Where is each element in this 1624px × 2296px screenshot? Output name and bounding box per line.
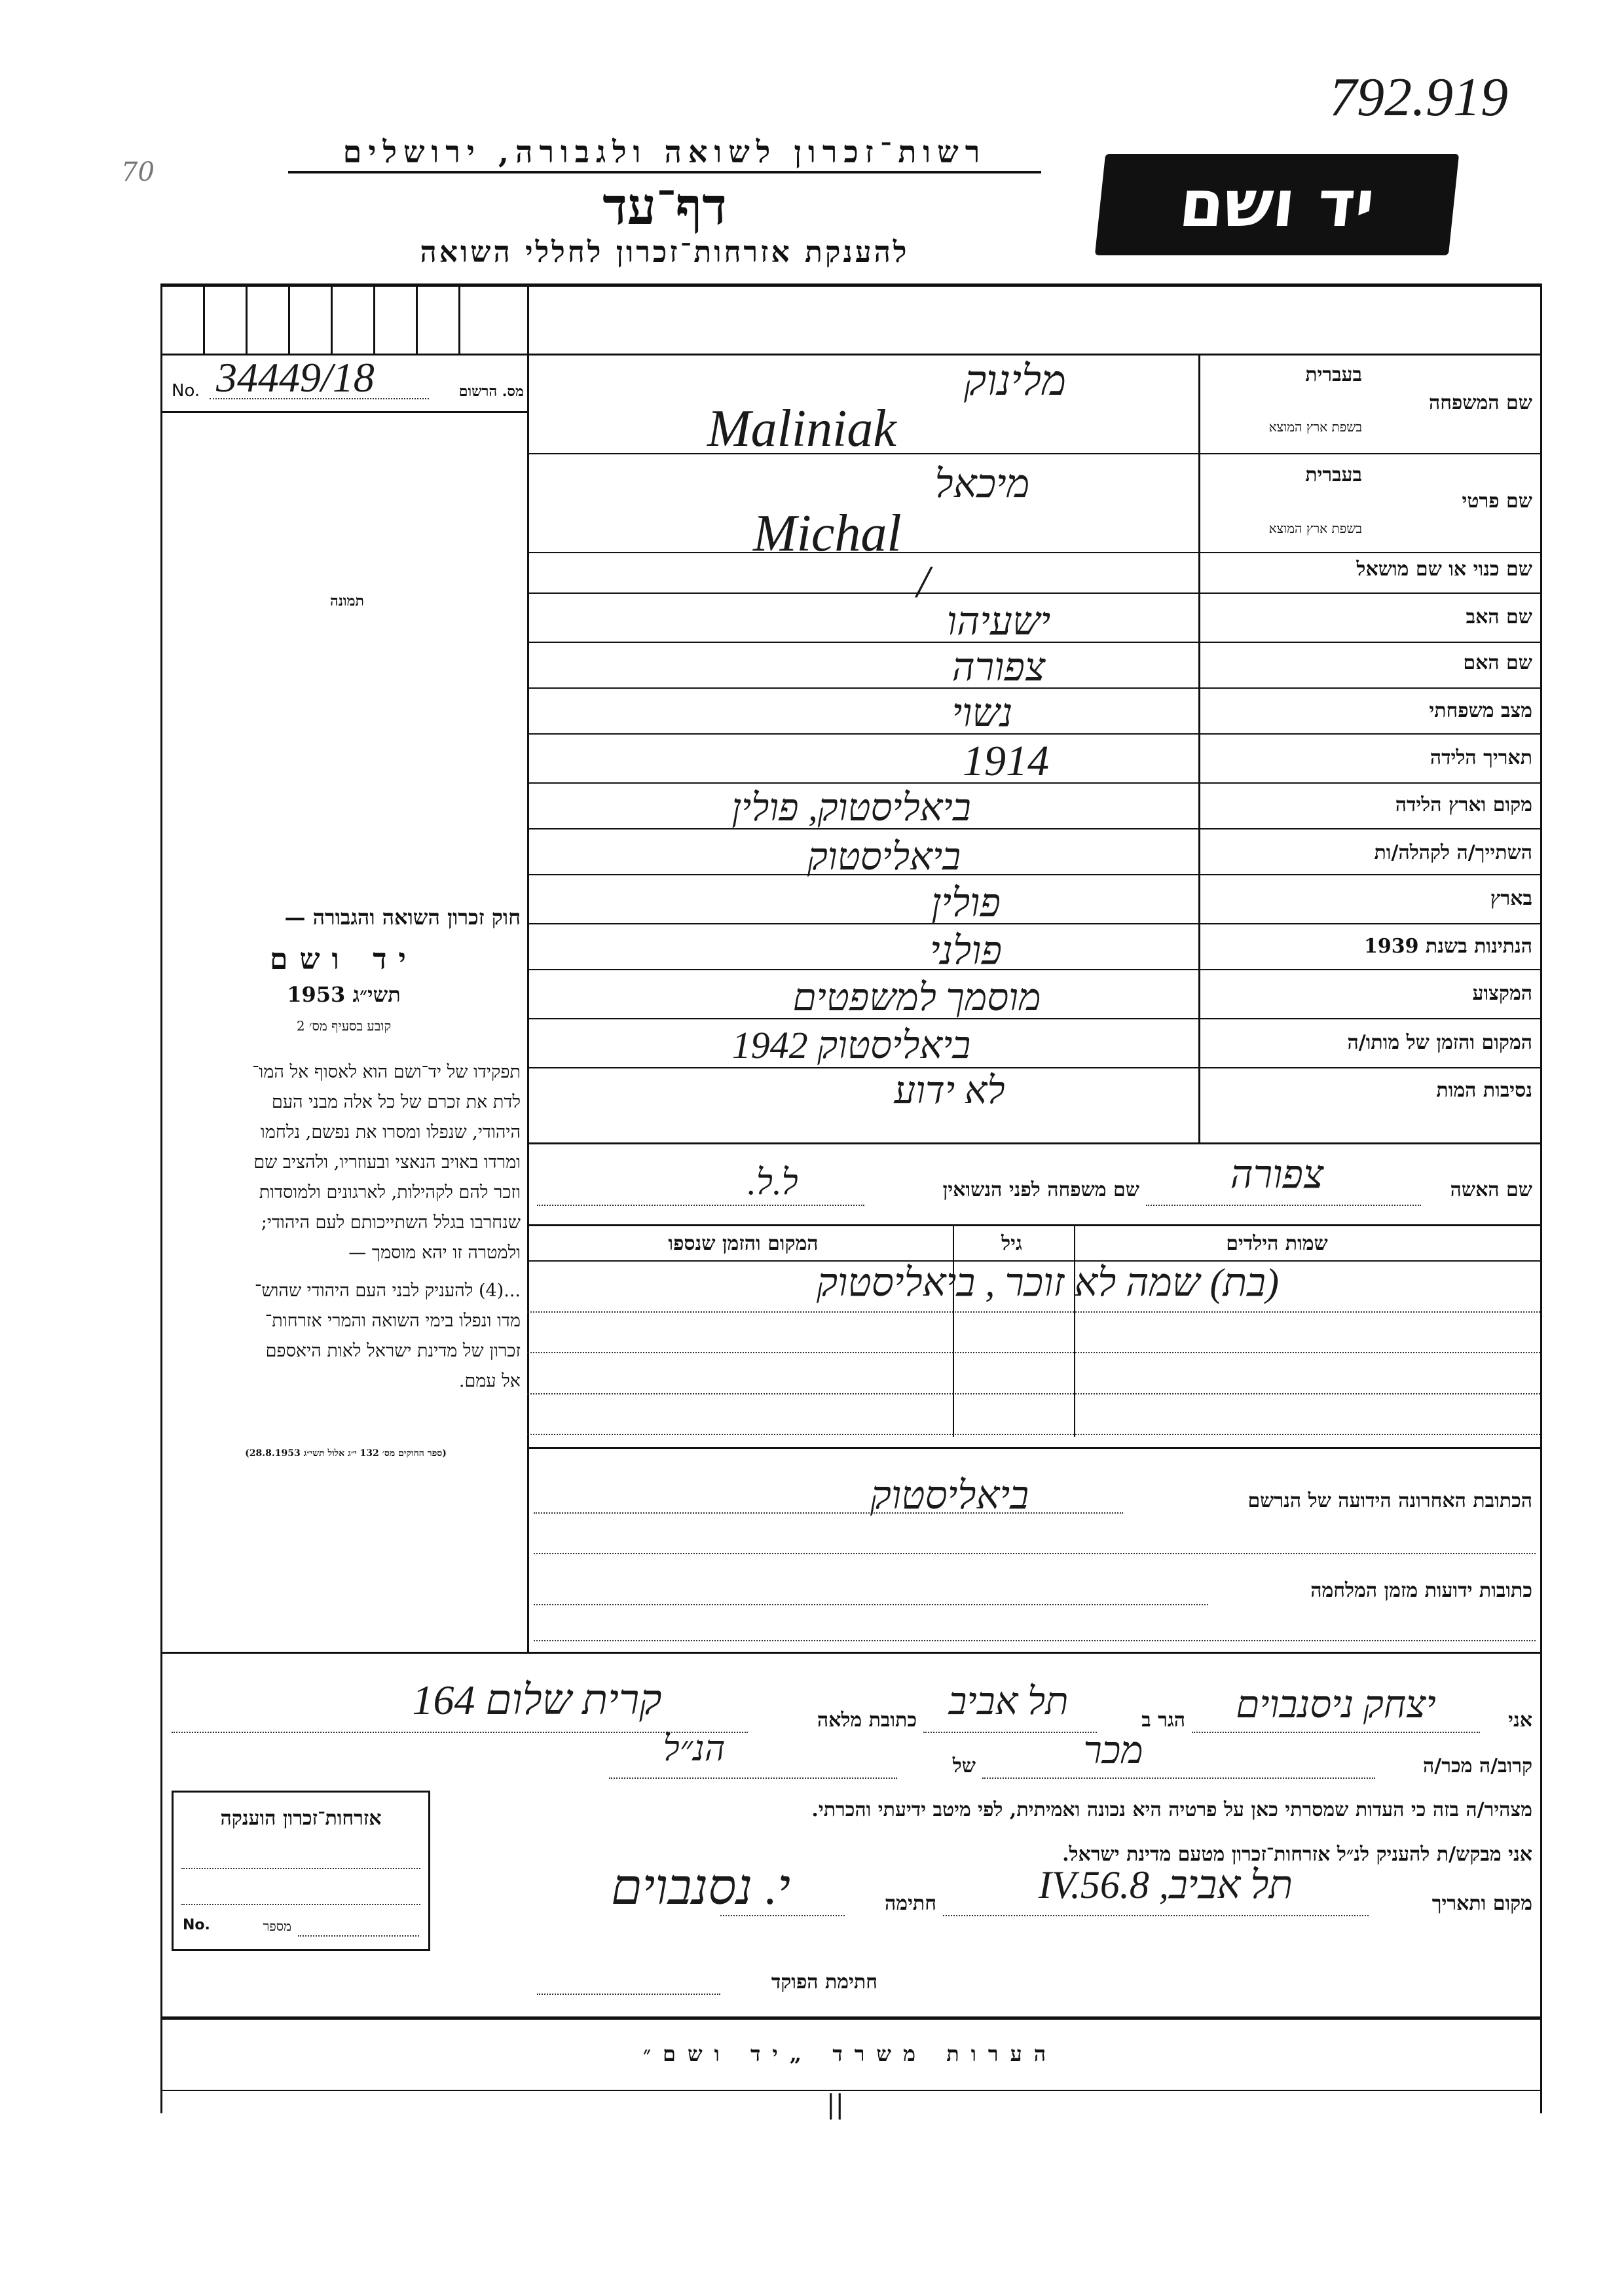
form-subtitle: להענקת אזרחות־זכרון לחללי השואה (420, 236, 910, 269)
declarant-city: תל אביב (948, 1680, 1069, 1722)
archive-stamp-number: 792.919 (1329, 67, 1508, 128)
law-name: יד ושם (270, 943, 418, 976)
footer-mark: || (826, 2090, 844, 2120)
family-name-native-value: Maliniak (707, 400, 896, 458)
birth-place-label: מקום וארץ הלידה (1395, 793, 1532, 816)
native-language-label: בשפת ארץ המוצא (1268, 520, 1362, 536)
death-circumstances-label: נסיבות המות (1436, 1079, 1532, 1102)
first-name-native-value: Michal (753, 505, 902, 562)
wife-name-value: צפורה (1230, 1153, 1324, 1196)
father-value: ישעיהו (946, 600, 1051, 643)
community-label: השתייך/ה לקהלה/ות (1374, 841, 1532, 864)
family-name-label: שם המשפחה (1428, 392, 1532, 414)
children-names-header: שמות הילדים (1226, 1232, 1328, 1255)
first-name-hebrew-value: מיכאל (934, 462, 1030, 505)
law-line: אל עמם. (458, 1371, 521, 1391)
corner-mark: 70 (121, 157, 155, 187)
granted-no-label: No. (183, 1917, 210, 1933)
law-line: תפקידו של יד־ושם הוא לאסוף אל המו־ (252, 1062, 521, 1082)
relation-value: מכר (1083, 1729, 1143, 1772)
wartime-addresses-label: כתובות ידועות מזמן המלחמה (1310, 1579, 1532, 1602)
birth-date-value: 1914 (963, 737, 1049, 785)
request-text: אני מבקש/ת להעניק לנ״ל אזרחות־זכרון מטעם מדינת ישראל. (1062, 1843, 1532, 1866)
of-value: הנ״ל (663, 1729, 726, 1768)
frame-right (1540, 283, 1542, 2113)
citizenship-value: פולני (929, 929, 1003, 972)
hebrew-label: בעברית (1305, 363, 1362, 386)
place-date-value: תל אביב, 8.IV.56 (1038, 1863, 1293, 1906)
law-line: מדו ונפלו בימי השואה והמרי אזרחות־ (265, 1311, 521, 1331)
registration-label: מס. הרשום (458, 383, 524, 400)
mother-label: שם האם (1463, 651, 1532, 674)
birth-place-value: ביאליסטוק, פולין (731, 786, 971, 829)
declarant-name: יצחק ניסנבוים (1236, 1683, 1436, 1726)
birth-date-label: תאריך הלידה (1430, 746, 1532, 769)
marital-status-value: נשוי (951, 691, 1013, 735)
frame-left (160, 283, 162, 2113)
place-time-died-header: המקום והזמן שנספו (668, 1232, 819, 1255)
citizenship-granted-title: אזרחות־זכרון הוענקה (220, 1807, 382, 1830)
yad-vashem-logo (1095, 154, 1459, 255)
declaration-text: מצהיר/ה בזה כי העדות שמסרתי כאן על פרטיה היא נכונה ואמיתית, לפי מיטב ידיעתי והכרתי. (811, 1798, 1532, 1821)
country-label: בארץ (1490, 887, 1532, 910)
profession-value: מוסמך למשפטים (792, 976, 1041, 1019)
wife-name-label: שם האשה (1450, 1178, 1532, 1201)
officer-signature-label: חתימת הפוקד (771, 1971, 877, 1994)
label-divider (1198, 354, 1200, 1142)
org-name: רשות־זכרון לשואה ולגבורה, ירושלים (288, 134, 1041, 173)
law-section: קובע בסעיף מס׳ 2 (296, 1018, 392, 1034)
logo-text: יד ושם (1175, 167, 1378, 242)
form-title: דף־עד (602, 177, 727, 236)
declarant-address: קרית שלום 164 (412, 1677, 662, 1723)
law-line: לדת את זכרם של כל אלה מבני העם (271, 1092, 521, 1112)
last-address-label: הכתובת האחרונה הידועה של הנרשם (1247, 1489, 1532, 1512)
community-value: ביאליסטוק (807, 835, 961, 878)
age-header: גיל (1001, 1232, 1022, 1255)
death-place-time-label: המקום והזמן של מותו/ה (1347, 1031, 1532, 1054)
child-row-value: (בת) שמה לא זוכר , ביאליסטוק (817, 1261, 1279, 1304)
declarant-signature: י. נסנבוים (610, 1860, 790, 1915)
death-place-time-value: ביאליסטוק 1942 (731, 1024, 971, 1066)
law-line: שנחרבו בגלל השתייכותם לעם היהודי; (261, 1212, 521, 1233)
i-label: אני (1508, 1709, 1532, 1732)
law-line: ולמטרה זו יהא מוסמך — (348, 1243, 521, 1263)
law-line: ומרדו באויב הנאצי ובעוזריו, ולהציב שם (253, 1152, 521, 1173)
profession-label: המקצוע (1472, 982, 1532, 1005)
maiden-name-label: שם משפחה לפני הנשואין (942, 1178, 1139, 1201)
signature-label: חתימה (885, 1892, 936, 1915)
law-citation: (ספר החוקים מס׳ 132 י״ג אלול תשי״ג 28.8.1953) (245, 1448, 447, 1459)
country-value: פולין (931, 881, 1001, 924)
office-notes-heading: הערות משרד „יד ושם״ (642, 2041, 1058, 2066)
first-name-label: שם פרטי (1462, 490, 1532, 513)
law-text (170, 1057, 521, 1396)
granted-number-label: מספר (263, 1918, 291, 1934)
law-line: וזכר להם לקהילות, לארגונים ולמוסדות (259, 1182, 521, 1203)
citizenship-label: הנתינות בשנת 1939 (1363, 935, 1532, 958)
place-date-label: מקום ותאריך (1431, 1892, 1532, 1915)
registration-number: 34449/18 (216, 354, 375, 401)
law-year: תשי״ג 1953 (287, 982, 401, 1007)
law-line: זכרון של מדינת ישראל לאות היאספם (265, 1341, 521, 1361)
family-name-hebrew-value: מלינוק (963, 357, 1067, 404)
registration-no-label: No. (172, 381, 200, 401)
law-title: חוק זכרון השואה והגבורה — (284, 905, 521, 930)
citizenship-granted-box (172, 1791, 430, 1951)
photo-placeholder: תמונה (330, 592, 364, 610)
of-label: של (952, 1755, 976, 1777)
father-label: שם האב (1466, 606, 1532, 629)
law-line: ...(4) להעניק לבני העם היהודי שהוש־ (255, 1281, 521, 1301)
hebrew-label: בעברית (1305, 464, 1362, 486)
maiden-name-value: ל.ל. (747, 1163, 798, 1202)
nickname-value: / (917, 557, 930, 608)
relative-label: קרוב/ה מכר/ה (1423, 1755, 1532, 1777)
law-line: היהודי, שנפלו ומסרו את נפשם, נלחמו (260, 1122, 521, 1142)
full-address-label: כתובת מלאה (817, 1709, 917, 1732)
last-address-value: ביאליסטוק (870, 1474, 1029, 1517)
marital-status-label: מצב משפחתי (1429, 699, 1532, 722)
mother-value: צפורה (951, 646, 1046, 689)
nickname-label: שם כנוי או שם מושאל (1356, 558, 1532, 581)
death-circumstances-value: לא ידוע (894, 1069, 1005, 1112)
resides-label: הגר ב (1141, 1709, 1185, 1732)
native-language-label: בשפת ארץ המוצא (1268, 419, 1362, 435)
